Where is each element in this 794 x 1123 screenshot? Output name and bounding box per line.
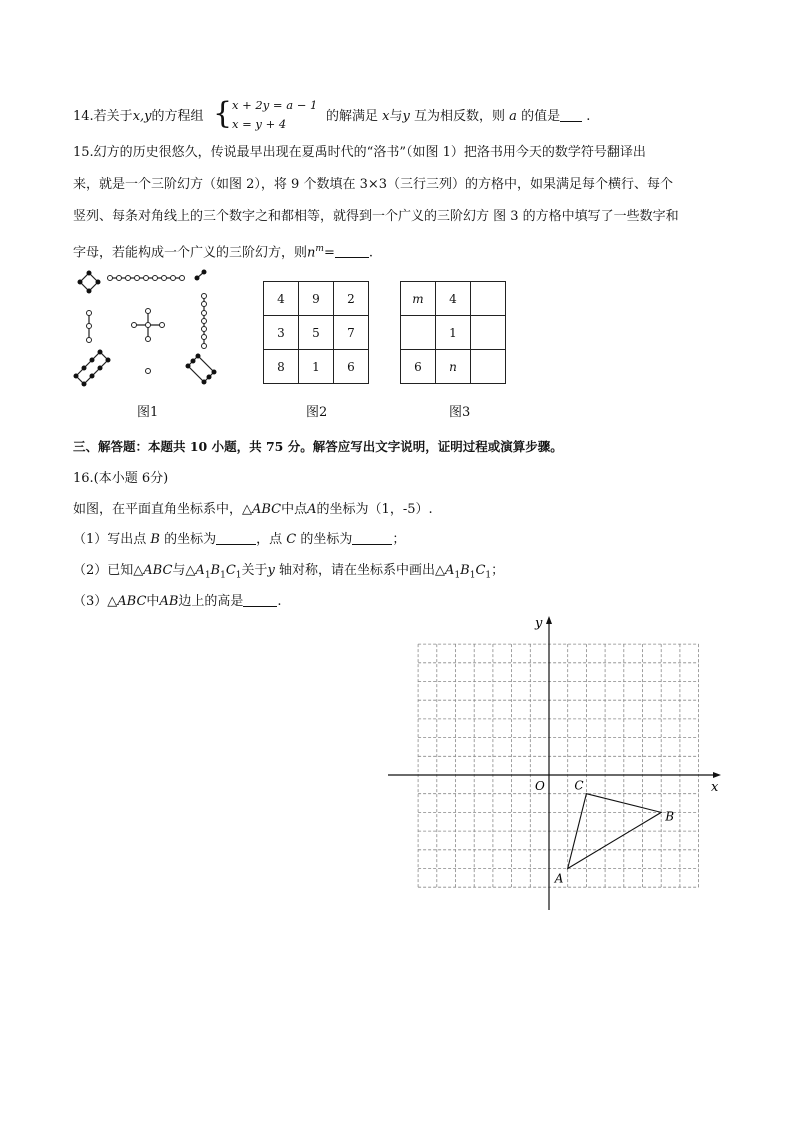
x-axis-label: x	[711, 780, 719, 795]
x-axis-arrow	[713, 772, 721, 778]
equation-1: x + 2y = a − 1	[232, 98, 318, 112]
answer-blank[interactable]	[335, 243, 369, 258]
q15-line-3: 竖列、每条对角线上的三个数字之和都相等，就得到一个广义的三阶幻方 图 3 的方格中填写了一些数字和	[73, 209, 679, 224]
fig2-caption: 图2	[306, 405, 328, 420]
cell: 4	[436, 282, 471, 316]
point-label-b: B	[665, 809, 675, 824]
cell	[471, 350, 506, 384]
cell	[471, 316, 506, 350]
point-label-c: C	[574, 778, 584, 793]
q16-title: 16.(本小题 6分)	[73, 471, 169, 486]
cell: 6	[334, 350, 369, 384]
magic-square-fig2	[263, 281, 369, 384]
cell: m	[401, 282, 436, 316]
cell: 7	[334, 316, 369, 350]
coordinate-grid	[385, 612, 730, 914]
q16-part3: （3）△ABC中AB边上的高是 .	[73, 594, 282, 609]
q14-line: 14.若关于x,y的方程组	[73, 109, 204, 124]
cell: 2	[334, 282, 369, 316]
point-label-a: A	[554, 871, 564, 886]
fig1-caption: 图1	[137, 405, 159, 420]
q16-part2: （2）已知△ABC与$\triangle A_1B_1C_1$关于y 轴对称，请在坐标系中画出$\triangle A_1B_1C_1$；	[73, 563, 505, 581]
cell: n	[436, 350, 471, 384]
section-heading: 三、解答题：本题共 10 小题，共 75 分。解答应写出文字说明，证明过程或演算步骤。	[73, 439, 563, 454]
y-axis-label: y	[535, 616, 543, 631]
cell: 1	[436, 316, 471, 350]
origin-label: O	[535, 779, 545, 793]
answer-blank-b[interactable]	[216, 530, 256, 545]
q14-line-tail: 的解满足 x与y 互为相反数，则 a 的值是 .	[326, 109, 591, 124]
q16-part1: （1）写出点 B 的坐标为 ，点 C 的坐标为 ；	[73, 532, 406, 547]
q15-line-2: 来，就是一个三阶幻方（如图 2），将 9 个数填在 3×3（三行三列）的方格中，如果满足每个横行、每个	[73, 177, 674, 192]
magic-square-fig3	[400, 281, 506, 384]
q15-line-1: 15.幻方的历史很悠久，传说最早出现在夏禹时代的“洛书”（如图 1）把洛书用今天的数学符号翻译出	[73, 145, 646, 160]
equation-2: x = y + 4	[232, 117, 287, 131]
cell: 9	[299, 282, 334, 316]
cell: 8	[264, 350, 299, 384]
answer-blank-c[interactable]	[352, 530, 392, 545]
fig3-caption: 图3	[449, 405, 471, 420]
equation-brace: {	[213, 96, 233, 131]
cell	[471, 282, 506, 316]
cell	[401, 316, 436, 350]
cell: 3	[264, 316, 299, 350]
answer-blank-height[interactable]	[243, 592, 277, 607]
y-axis-arrow	[546, 616, 552, 624]
q16-intro: 如图，在平面直角坐标系中，△ABC中点A的坐标为（1，-5）.	[73, 502, 433, 517]
luoshu-figure	[70, 268, 220, 388]
cell: 6	[401, 350, 436, 384]
q15-line-4: 字母，若能构成一个广义的三阶幻方，则$n^m=$ .	[73, 244, 373, 261]
cell: 1	[299, 350, 334, 384]
cell: 4	[264, 282, 299, 316]
answer-blank[interactable]	[560, 107, 582, 122]
cell: 5	[299, 316, 334, 350]
